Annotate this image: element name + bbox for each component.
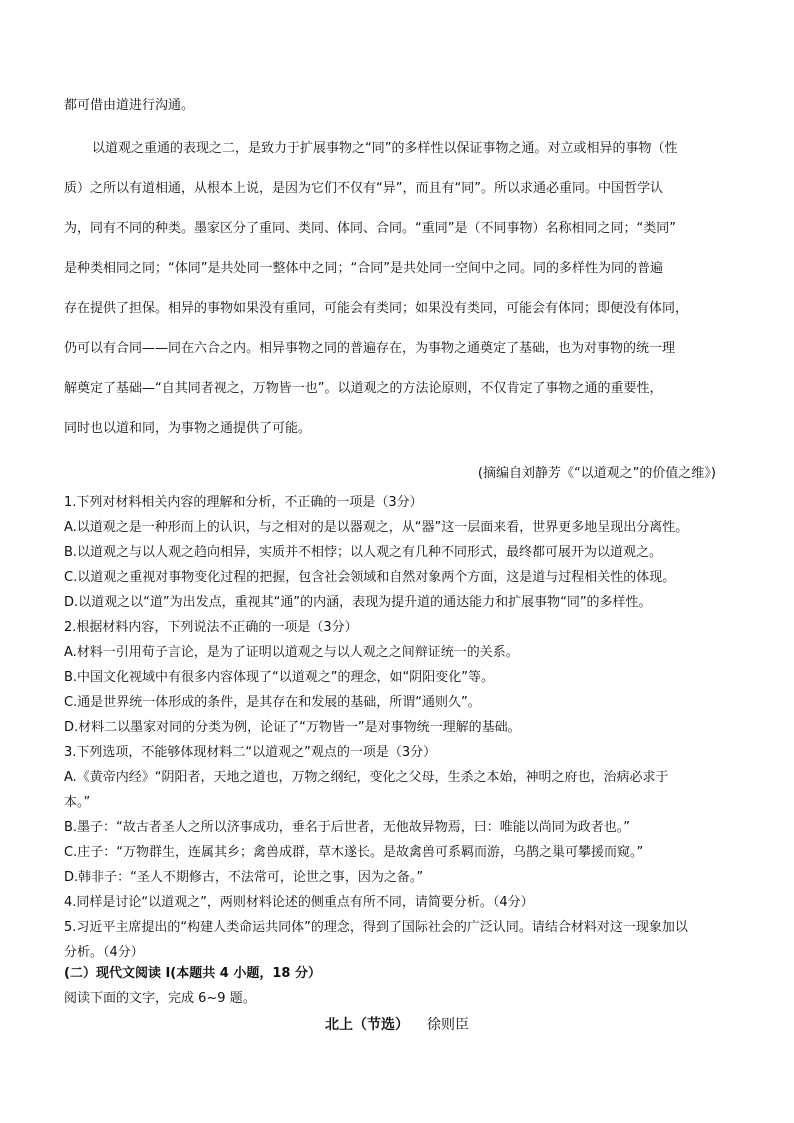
intro-line: 都可借由道进行沟通。 [64,98,195,113]
paragraph-line: 为，同有不同的种类。墨家区分了重同、类同、体同、合同。“重同”是（不同事物）名称相同之同；“类同” [64,221,676,236]
paragraph-line: 仍可以有合同——同在六合之内。相异事物之同的普遍存在，为事物之通奠定了基础，也为对事物的统一理 [64,341,676,356]
question-line: B.墨子：“故古者圣人之所以济事成功，垂名于后世者，无他故异物焉，曰：唯能以尚同为政者也。” [64,820,631,835]
question-line: 本。” [64,795,91,810]
question-line: A.材料一引用荀子言论，是为了证明以道观之与以人观之之间辩证统一的关系。 [64,645,519,660]
paragraph-line: 同时也以道和同，为事物之通提供了可能。 [64,421,312,436]
question-line: D.韩非子：“圣人不期修古，不法常可，论世之事，因为之备。” [64,870,424,885]
article-title-block [0,1015,794,1035]
question-line: B.以道观之与以人观之趋向相异，实质并不相悖；以人观之有几种不同形式，最终都可展开为以道观之。 [64,545,663,560]
question-line: B.中国文化视域中有很多内容体现了“以道观之”的理念，如“阴阳变化”等。 [64,670,494,685]
question-line: C.通是世界统一体形成的条件，是其存在和发展的基础，所谓“通则久”。 [64,695,481,710]
section-heading: (二）现代文阅读 I(本题共 4 小题，18 分） [64,966,321,981]
question-line: A.《黄帝内经》“阴阳者，天地之道也，万物之纲纪，变化之父母，生杀之本始，神明之府也，治病必求于 [64,770,669,785]
question-line: C.以道观之重视对事物变化过程的把握，包含社会领域和自然对象两个方面，这是道与过程相关性的体现。 [64,570,676,585]
question-list [64,490,740,965]
question-line: D.以道观之以“道”为出发点，重视其“通”的内涵，表现为提升道的通达能力和扩展事物“同”的多样性。 [64,595,652,610]
paragraph-line: 是种类相同之同；“体同”是共处同一整体中之同；“合同”是共处同一空间中之同。同的多样性为同的普遍 [64,261,663,276]
paragraph-line: 以道观之重通的表现之二，是致力于扩展事物之“同”的多样性以保证事物之通。对立或相异的事物（性 [92,141,678,156]
question-line: 1.下列对材料相关内容的理解和分析，不正确的一项是（3分） [64,495,423,510]
question-line: D.材料二以墨家对同的分类为例，论证了“万物皆一”是对事物统一理解的基础。 [64,720,521,735]
question-line: 3.下列选项，不能够体现材料二“以道观之”观点的一项是（3分） [64,745,437,760]
question-line: A.以道观之是一种形而上的认识，与之相对的是以器观之，从“器”这一层面来看，世界更多地呈现出分离性。 [64,520,689,535]
question-line: 5.习近平主席提出的“构建人类命运共同体”的理念，得到了国际社会的广泛认同。请结合材料对这一现象加以 [64,920,688,935]
paragraph-line: 解奠定了基础—“自其同者视之，万物皆一也”。以道观之的方法论原则，不仅肯定了事物之通的重要性， [64,381,663,396]
reading-instruction: 阅读下面的文字，完成 6~9 题。 [64,991,256,1006]
question-line: 4.同样是讨论“以道观之”，两则材料论述的侧重点有所不同，请简要分析。（4分） [64,895,534,910]
question-line: 分析。（4分） [64,945,144,960]
paragraph-line: 存在提供了担保。相异的事物如果没有重同，可能会有类同；如果没有类同，可能会有体同；即便没有体同， [64,301,689,316]
question-line: C.庄子：“万物群生，连属其乡；禽兽成群，草木遂长。是故禽兽可系羁而游，乌鹊之巢可攀援而窥。” [64,845,644,860]
question-line: 2.根据材料内容，下列说法不正确的一项是（3分） [64,620,358,635]
paragraph-line: 质）之所以有道相通，从根本上说，是因为它们不仅有“异”，而且有“同”。所以求通必重同。中国哲学认 [64,181,663,196]
article-title: 北上（节选） [325,1017,409,1033]
source-citation: (摘编自刘静芳《“以道观之”的价值之维》) [477,466,716,481]
article-author: 徐则臣 [427,1017,469,1033]
